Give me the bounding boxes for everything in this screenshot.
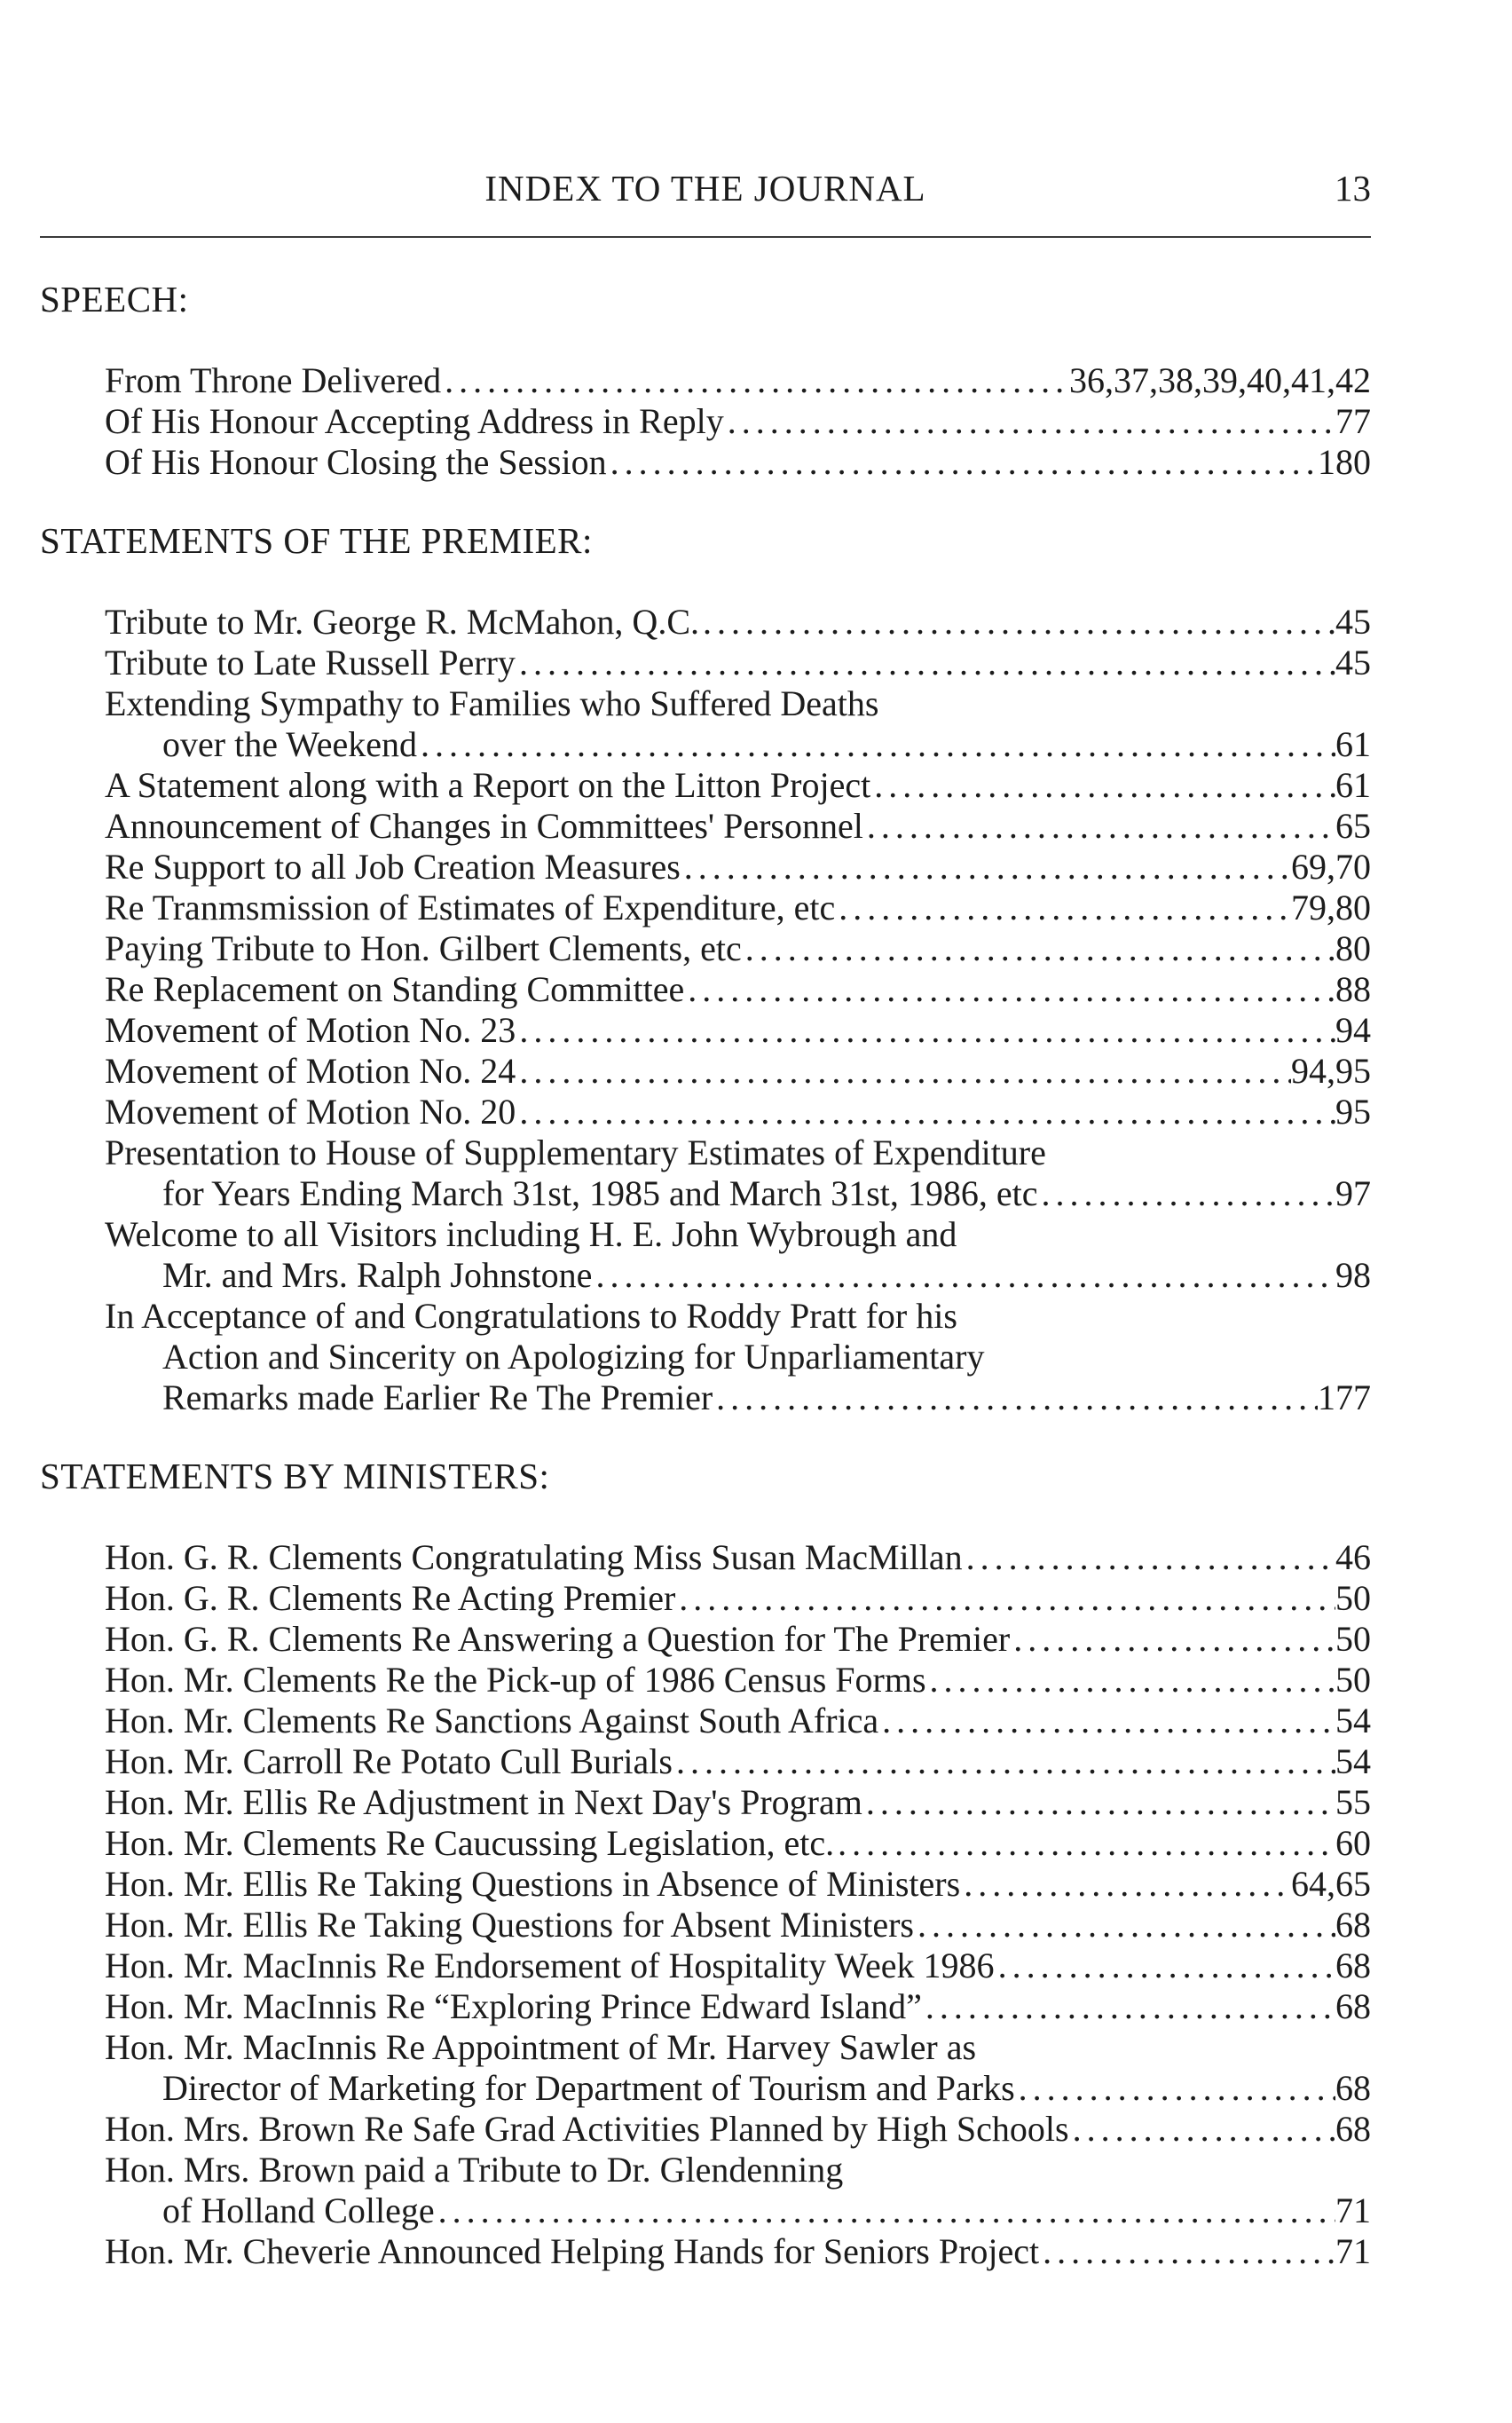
page-reference: 55 xyxy=(1335,1782,1371,1822)
page-reference: 50 xyxy=(1335,1660,1371,1700)
index-content xyxy=(40,277,1371,2308)
index-entry xyxy=(105,1214,1371,1296)
dot-leader xyxy=(417,724,1335,765)
entry-line xyxy=(105,1010,1371,1051)
page-reference: 71 xyxy=(1335,2190,1371,2230)
page-reference: 68 xyxy=(1335,1986,1371,2026)
entry-line xyxy=(105,765,1371,806)
page-reference: 94,95 xyxy=(1291,1051,1371,1091)
page-reference: 68 xyxy=(1335,2109,1371,2149)
index-entry xyxy=(105,1946,1371,1986)
entry-line xyxy=(105,602,1371,643)
entry-text: Movement of Motion No. 23 xyxy=(105,1010,516,1050)
dot-leader xyxy=(963,1537,1335,1578)
entry-text: Movement of Motion No. 20 xyxy=(105,1092,516,1132)
page-reference: 50 xyxy=(1335,1578,1371,1618)
page-reference: 180 xyxy=(1318,442,1371,482)
entry-line xyxy=(105,1578,1371,1619)
entry-text: Mr. and Mrs. Ralph Johnstone xyxy=(162,1255,593,1295)
entry-line xyxy=(105,1864,1371,1905)
index-entry xyxy=(105,643,1371,683)
section-heading: STATEMENTS BY MINISTERS: xyxy=(40,1456,550,1496)
entry-text: Hon. G. R. Clements Re Acting Premier xyxy=(105,1578,676,1618)
entry-text: Hon. Mr. Ellis Re Taking Questions in Absence of Ministers xyxy=(105,1864,961,1904)
dot-leader xyxy=(870,765,1335,806)
entry-text: Hon. Mr. Clements Re Sanctions Against South Africa xyxy=(105,1701,879,1740)
entry-continuation-line xyxy=(105,2190,1371,2231)
entry-text: Hon. Mr. Ellis Re Taking Questions for Absent Ministers xyxy=(105,1905,914,1945)
index-entry xyxy=(105,1296,1371,1418)
index-entry xyxy=(105,1701,1371,1741)
index-entry xyxy=(105,1133,1371,1214)
index-entry xyxy=(105,1823,1371,1864)
index-entry xyxy=(105,2109,1371,2150)
page-reference: 80 xyxy=(1335,928,1371,968)
dot-leader xyxy=(516,1010,1335,1051)
entry-line xyxy=(105,1986,1371,2027)
page-reference: 65 xyxy=(1335,806,1371,846)
entry-list xyxy=(105,1537,1371,2272)
index-entry xyxy=(105,1619,1371,1660)
page-reference: 88 xyxy=(1335,969,1371,1009)
entry-line xyxy=(105,401,1371,442)
entry-text: Presentation to House of Supplementary Estimates of Expenditure xyxy=(105,1133,1046,1172)
entry-line xyxy=(105,1782,1371,1823)
page-reference: 36,37,38,39,40,41,42 xyxy=(1069,360,1371,400)
dot-leader xyxy=(1039,2231,1335,2272)
dot-leader xyxy=(863,806,1335,847)
page-reference: 98 xyxy=(1335,1255,1371,1295)
entry-line xyxy=(105,643,1371,683)
entry-text: Hon. Mrs. Brown paid a Tribute to Dr. Glendenning xyxy=(105,2150,844,2190)
index-section xyxy=(40,518,1371,1418)
index-entry xyxy=(105,969,1371,1010)
page-reference: 45 xyxy=(1335,602,1371,642)
dot-leader xyxy=(516,643,1335,683)
entry-text: Re Tranmsmission of Estimates of Expenditure, etc xyxy=(105,888,836,927)
dot-leader xyxy=(995,1946,1335,1986)
dot-leader xyxy=(516,1092,1335,1133)
index-entry xyxy=(105,602,1371,643)
entry-text: Tribute to Mr. George R. McMahon, Q.C. xyxy=(105,602,699,642)
entry-text: Hon. Mr. Carroll Re Potato Cull Burials xyxy=(105,1741,673,1781)
entry-line xyxy=(105,969,1371,1010)
entry-line xyxy=(105,1092,1371,1133)
index-entry xyxy=(105,1905,1371,1946)
dot-leader xyxy=(862,1782,1335,1823)
index-entry xyxy=(105,928,1371,969)
entry-text: Hon. G. R. Clements Re Answering a Question for The Premier xyxy=(105,1619,1011,1659)
entry-text: A Statement along with a Report on the Litton Project xyxy=(105,765,871,805)
entry-text: Hon. Mrs. Brown Re Safe Grad Activities Planned by High Schools xyxy=(105,2109,1069,2149)
header-rule xyxy=(40,236,1371,238)
index-entry xyxy=(105,1010,1371,1051)
entry-text: Hon. Mr. Clements Re the Pick-up of 1986 Census Forms xyxy=(105,1660,926,1700)
dot-leader xyxy=(922,1986,1335,2027)
index-entry xyxy=(105,888,1371,928)
dot-leader xyxy=(673,1741,1335,1782)
dot-leader xyxy=(516,1051,1291,1092)
entry-text: Of His Honour Closing the Session xyxy=(105,442,607,482)
page-reference: 54 xyxy=(1335,1741,1371,1781)
index-entry xyxy=(105,765,1371,806)
dot-leader xyxy=(926,1660,1335,1701)
entry-line xyxy=(105,1823,1371,1864)
entry-list xyxy=(105,602,1371,1418)
dot-leader xyxy=(713,1377,1318,1418)
entry-text: Welcome to all Visitors including H. E. John Wybrough and xyxy=(105,1214,957,1254)
index-entry xyxy=(105,1578,1371,1619)
page-reference: 97 xyxy=(1335,1173,1371,1213)
page-reference: 60 xyxy=(1335,1823,1371,1863)
entry-line xyxy=(105,1619,1371,1660)
page-reference: 46 xyxy=(1335,1537,1371,1577)
entry-text: Re Replacement on Standing Committee xyxy=(105,969,685,1009)
index-entry xyxy=(105,683,1371,765)
entry-text: From Throne Delivered xyxy=(105,360,442,400)
index-entry xyxy=(105,1660,1371,1701)
entry-text: Hon. Mr. MacInnis Re Endorsement of Hospitality Week 1986 xyxy=(105,1946,995,1985)
dot-leader xyxy=(742,928,1335,969)
entry-continuation-line xyxy=(105,1173,1371,1214)
section-heading: STATEMENTS OF THE PREMIER: xyxy=(40,520,593,561)
entry-text: Extending Sympathy to Families who Suffered Deaths xyxy=(105,683,879,723)
index-entry xyxy=(105,847,1371,888)
entry-line xyxy=(105,1905,1371,1946)
entry-text: Action and Sincerity on Apologizing for Unparliamentary xyxy=(162,1337,985,1377)
entry-text: Movement of Motion No. 24 xyxy=(105,1051,516,1091)
index-entry xyxy=(105,1051,1371,1092)
entry-continuation-line xyxy=(105,2068,1371,2109)
dot-leader xyxy=(878,1701,1335,1741)
index-section xyxy=(40,1454,1371,2272)
dot-leader xyxy=(834,1823,1335,1864)
page-header xyxy=(40,167,1371,211)
index-entry xyxy=(105,2231,1371,2272)
page-reference: 77 xyxy=(1335,401,1371,441)
entry-line xyxy=(105,1946,1371,1986)
dot-leader xyxy=(441,360,1069,401)
entry-text: Hon. Mr. Ellis Re Adjustment in Next Day's Program xyxy=(105,1782,862,1822)
entry-text: Hon. Mr. Clements Re Caucussing Legislation, etc. xyxy=(105,1823,835,1863)
page-reference: 61 xyxy=(1335,765,1371,805)
entry-line xyxy=(105,1701,1371,1741)
index-entry xyxy=(105,442,1371,483)
index-entry xyxy=(105,1782,1371,1823)
dot-leader xyxy=(1010,1619,1335,1660)
entry-text: Remarks made Earlier Re The Premier xyxy=(162,1377,713,1417)
entry-list xyxy=(105,360,1371,483)
page-reference: 94 xyxy=(1335,1010,1371,1050)
index-section xyxy=(40,277,1371,483)
entry-line xyxy=(105,1660,1371,1701)
entry-text: Tribute to Late Russell Perry xyxy=(105,643,516,683)
entry-line xyxy=(105,442,1371,483)
entry-line xyxy=(105,1741,1371,1782)
entry-text: of Holland College xyxy=(162,2190,435,2230)
page-reference: 50 xyxy=(1335,1619,1371,1659)
index-entry xyxy=(105,2027,1371,2109)
entry-text: Hon. Mr. MacInnis Re Appointment of Mr. Harvey Sawler as xyxy=(105,2027,977,2067)
page-reference: 177 xyxy=(1318,1377,1371,1417)
index-entry xyxy=(105,1864,1371,1905)
entry-text: In Acceptance of and Congratulations to Roddy Pratt for his xyxy=(105,1296,957,1336)
page-number: 13 xyxy=(1335,168,1371,209)
entry-continuation-line xyxy=(105,1377,1371,1418)
entry-line xyxy=(105,2109,1371,2150)
page-reference: 71 xyxy=(1335,2231,1371,2271)
entry-text: for Years Ending March 31st, 1985 and March 31st, 1986, etc xyxy=(162,1173,1038,1213)
dot-leader xyxy=(592,1255,1335,1296)
page-reference: 61 xyxy=(1335,724,1371,764)
dot-leader xyxy=(724,401,1335,442)
index-entry xyxy=(105,1986,1371,2027)
entry-text: Re Support to all Job Creation Measures xyxy=(105,847,681,887)
entry-text: over the Weekend xyxy=(162,724,418,764)
page-reference: 45 xyxy=(1335,643,1371,683)
dot-leader xyxy=(684,969,1335,1010)
dot-leader xyxy=(914,1905,1335,1946)
dot-leader xyxy=(1069,2109,1335,2150)
entry-text: Of His Honour Accepting Address in Reply xyxy=(105,401,724,441)
index-entry xyxy=(105,2150,1371,2231)
page-reference: 95 xyxy=(1335,1092,1371,1132)
page-reference: 68 xyxy=(1335,2068,1371,2108)
dot-leader xyxy=(1015,2068,1335,2109)
page-reference: 54 xyxy=(1335,1701,1371,1740)
index-entry xyxy=(105,1537,1371,1578)
index-entry xyxy=(105,1092,1371,1133)
entry-line xyxy=(105,2231,1371,2272)
entry-text: Paying Tribute to Hon. Gilbert Clements, etc xyxy=(105,928,742,968)
page-reference: 79,80 xyxy=(1291,888,1371,927)
entry-line xyxy=(105,806,1371,847)
entry-line xyxy=(105,1051,1371,1092)
dot-leader xyxy=(1038,1173,1335,1214)
entry-line xyxy=(105,847,1371,888)
index-entry xyxy=(105,1741,1371,1782)
index-entry xyxy=(105,360,1371,401)
dot-leader xyxy=(960,1864,1291,1905)
index-entry xyxy=(105,401,1371,442)
dot-leader xyxy=(681,847,1291,888)
entry-text: Director of Marketing for Department of Tourism and Parks xyxy=(162,2068,1015,2108)
page-reference: 68 xyxy=(1335,1946,1371,1985)
page-title: INDEX TO THE JOURNAL xyxy=(484,168,926,209)
entry-continuation-line xyxy=(105,1255,1371,1296)
entry-line xyxy=(105,928,1371,969)
page-reference: 68 xyxy=(1335,1905,1371,1945)
index-entry xyxy=(105,806,1371,847)
entry-line xyxy=(105,1537,1371,1578)
page-reference: 64,65 xyxy=(1291,1864,1371,1904)
entry-text: Hon. Mr. Cheverie Announced Helping Hands for Seniors Project xyxy=(105,2231,1040,2271)
dot-leader xyxy=(699,602,1335,643)
dot-leader xyxy=(435,2190,1335,2231)
entry-continuation-line xyxy=(105,724,1371,765)
entry-line xyxy=(105,360,1371,401)
entry-text: Announcement of Changes in Committees' Personnel xyxy=(105,806,863,846)
dot-leader xyxy=(675,1578,1335,1619)
section-heading: SPEECH: xyxy=(40,279,189,320)
page-reference: 69,70 xyxy=(1291,847,1371,887)
dot-leader xyxy=(607,442,1318,483)
entry-text: Hon. G. R. Clements Congratulating Miss Susan MacMillan xyxy=(105,1537,963,1577)
entry-line xyxy=(105,888,1371,928)
entry-text: Hon. Mr. MacInnis Re “Exploring Prince Edward Island” xyxy=(105,1986,922,2026)
dot-leader xyxy=(835,888,1291,928)
